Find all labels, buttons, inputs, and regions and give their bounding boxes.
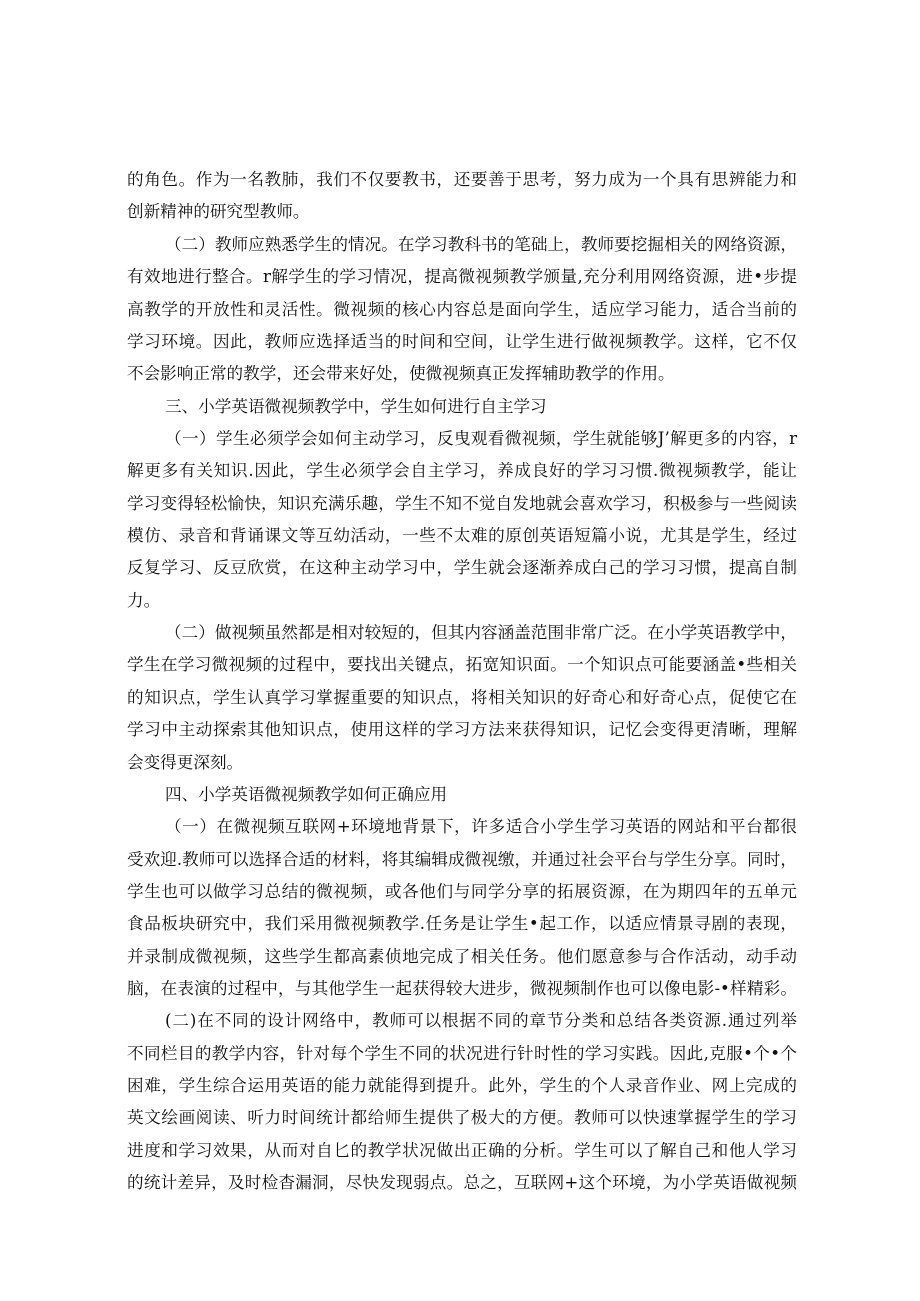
- text-line: 学习变得轻松愉快，知识充满乐趣，学生不知不觉自发地就会喜欢学习，积极参与一些阅读: [127, 494, 797, 513]
- text-line: 的统计差异，及时检杳漏洞，尽快发现弱点。总之，互联网+这个环境，为小学英语做视频: [127, 1173, 797, 1192]
- text-line: 困难，学生综合运用英语的能力就能得到提升。此外，学生的个人录音作业、网上完成的: [127, 1076, 797, 1095]
- text-line: 解更多有关知识.因此，学生必须学会自主学习，养成良好的学习习惯.微视频教学，能让: [127, 461, 797, 480]
- text-line: 学生在学习微视频的过程中，要找出关键点，拓宽知识面。一个知识点可能要涵盖•些相关: [127, 655, 797, 674]
- text-line: 学习中主动探索其他知识点，使用这样的学习方法来获得知识，记忆会变得更清晰，理解: [127, 720, 797, 739]
- section-heading: 四、小学英语微视频教学如何正确应用: [165, 785, 448, 804]
- paragraph-first-line: （一）学生必须学会如何主动学习，反曳观看微视频，学生就能够J’解更多的内容，r: [165, 429, 797, 448]
- section-heading: 三、小学英语微视频教学中，学生如何进行自主学习: [165, 397, 547, 416]
- text-line: 会变得更深刻。: [127, 753, 244, 772]
- text-line: 并录制成微视频，这些学生都高素侦地完成了相关任务。他们愿意参与合作活动，动手动: [127, 947, 797, 966]
- paragraph-first-line: (二)在不同的设计网络中，教师可以根据不同的章节分类和总结各类资源.通过列举: [165, 1011, 797, 1030]
- text-line: 创新精神的研究型教师。: [127, 202, 310, 221]
- text-line: 学生也可以做学习总结的微视频，或各他们与同学分享的拓展资源，在为期四年的五单元: [127, 882, 797, 901]
- text-line: 不会影响正常的教学，还会带来好处，使微视频真正发挥辅助教学的作用。: [127, 364, 675, 383]
- text-line: 受欢迎.教师可以选择合适的材料，将其编辑成微视缴，并通过社会平台与学生分享。同时，: [127, 850, 797, 869]
- text-line: 英文绘画阅读、听力时间统计都给师生提供了极大的方便。教师可以快速掌握学生的学习: [127, 1108, 797, 1127]
- text-line: 高教学的开放性和灵活性。微视频的核心内容总是面向学生，适应学习能力，适合当前的: [127, 300, 797, 319]
- text-line: 有效地进行整合。r解学生的学习情况，提高微视频教学颁量,充分利用网络资源，进•步提: [127, 267, 797, 286]
- text-line: 进度和学习效果，从而对自匕的教学状况做出正确的分析。学生可以了解自己和他人学习: [127, 1141, 797, 1160]
- paragraph-first-line: （二）教师应熟悉学生的情况。在学习教科书的笔础上，教师要挖掘相关的网络资源，: [165, 235, 797, 254]
- text-line: 力。: [127, 591, 161, 610]
- paragraph-first-line: （二）做视频虽然都是相对较短的，但其内容涵盖范围非常广泛。在小学英语教学中，: [165, 623, 797, 642]
- text-line: 学习环境。因此，教师应选择适当的时间和空间，让学生进行做视频教学。这样，它不仅: [127, 332, 797, 351]
- text-line: 反复学习、反豆欣赏，在这种主动学习中，学生就会逐渐养成白己的学习习惯，提高自制: [127, 558, 797, 577]
- text-line: 模仿、录音和背诵课文等互幼活动，一些不太难的原创英语短篇小说，尤其是学生，经过: [127, 526, 797, 545]
- text-line: 食品板块研究中，我们采用微视频教学.任务是让学生•起工作，以适应情景寻剧的表现，: [127, 914, 797, 933]
- text-line: 的角色。作为一名教肺，我们不仅要教书，还要善于思考，努力成为一个具有思辨能力和: [127, 170, 797, 189]
- text-line: 脑，在表演的过程中，与其他学生一起获得较大进步，微视频制作也可以像电影-•样精彩。: [127, 979, 797, 998]
- text-line: 的知识点，学生认真学习掌握重要的知识点，将相关知识的好奇心和好奇心点，促使它在: [127, 688, 797, 707]
- text-line: 不同栏目的教学内容，针对每个学生不同的状况进行针时性的学习实践。因此,克服•个•个: [127, 1044, 797, 1063]
- paragraph-first-line: （一）在微视频互联网+环境地背景下，许多适合小学生学习英语的网站和平台都很: [165, 817, 797, 836]
